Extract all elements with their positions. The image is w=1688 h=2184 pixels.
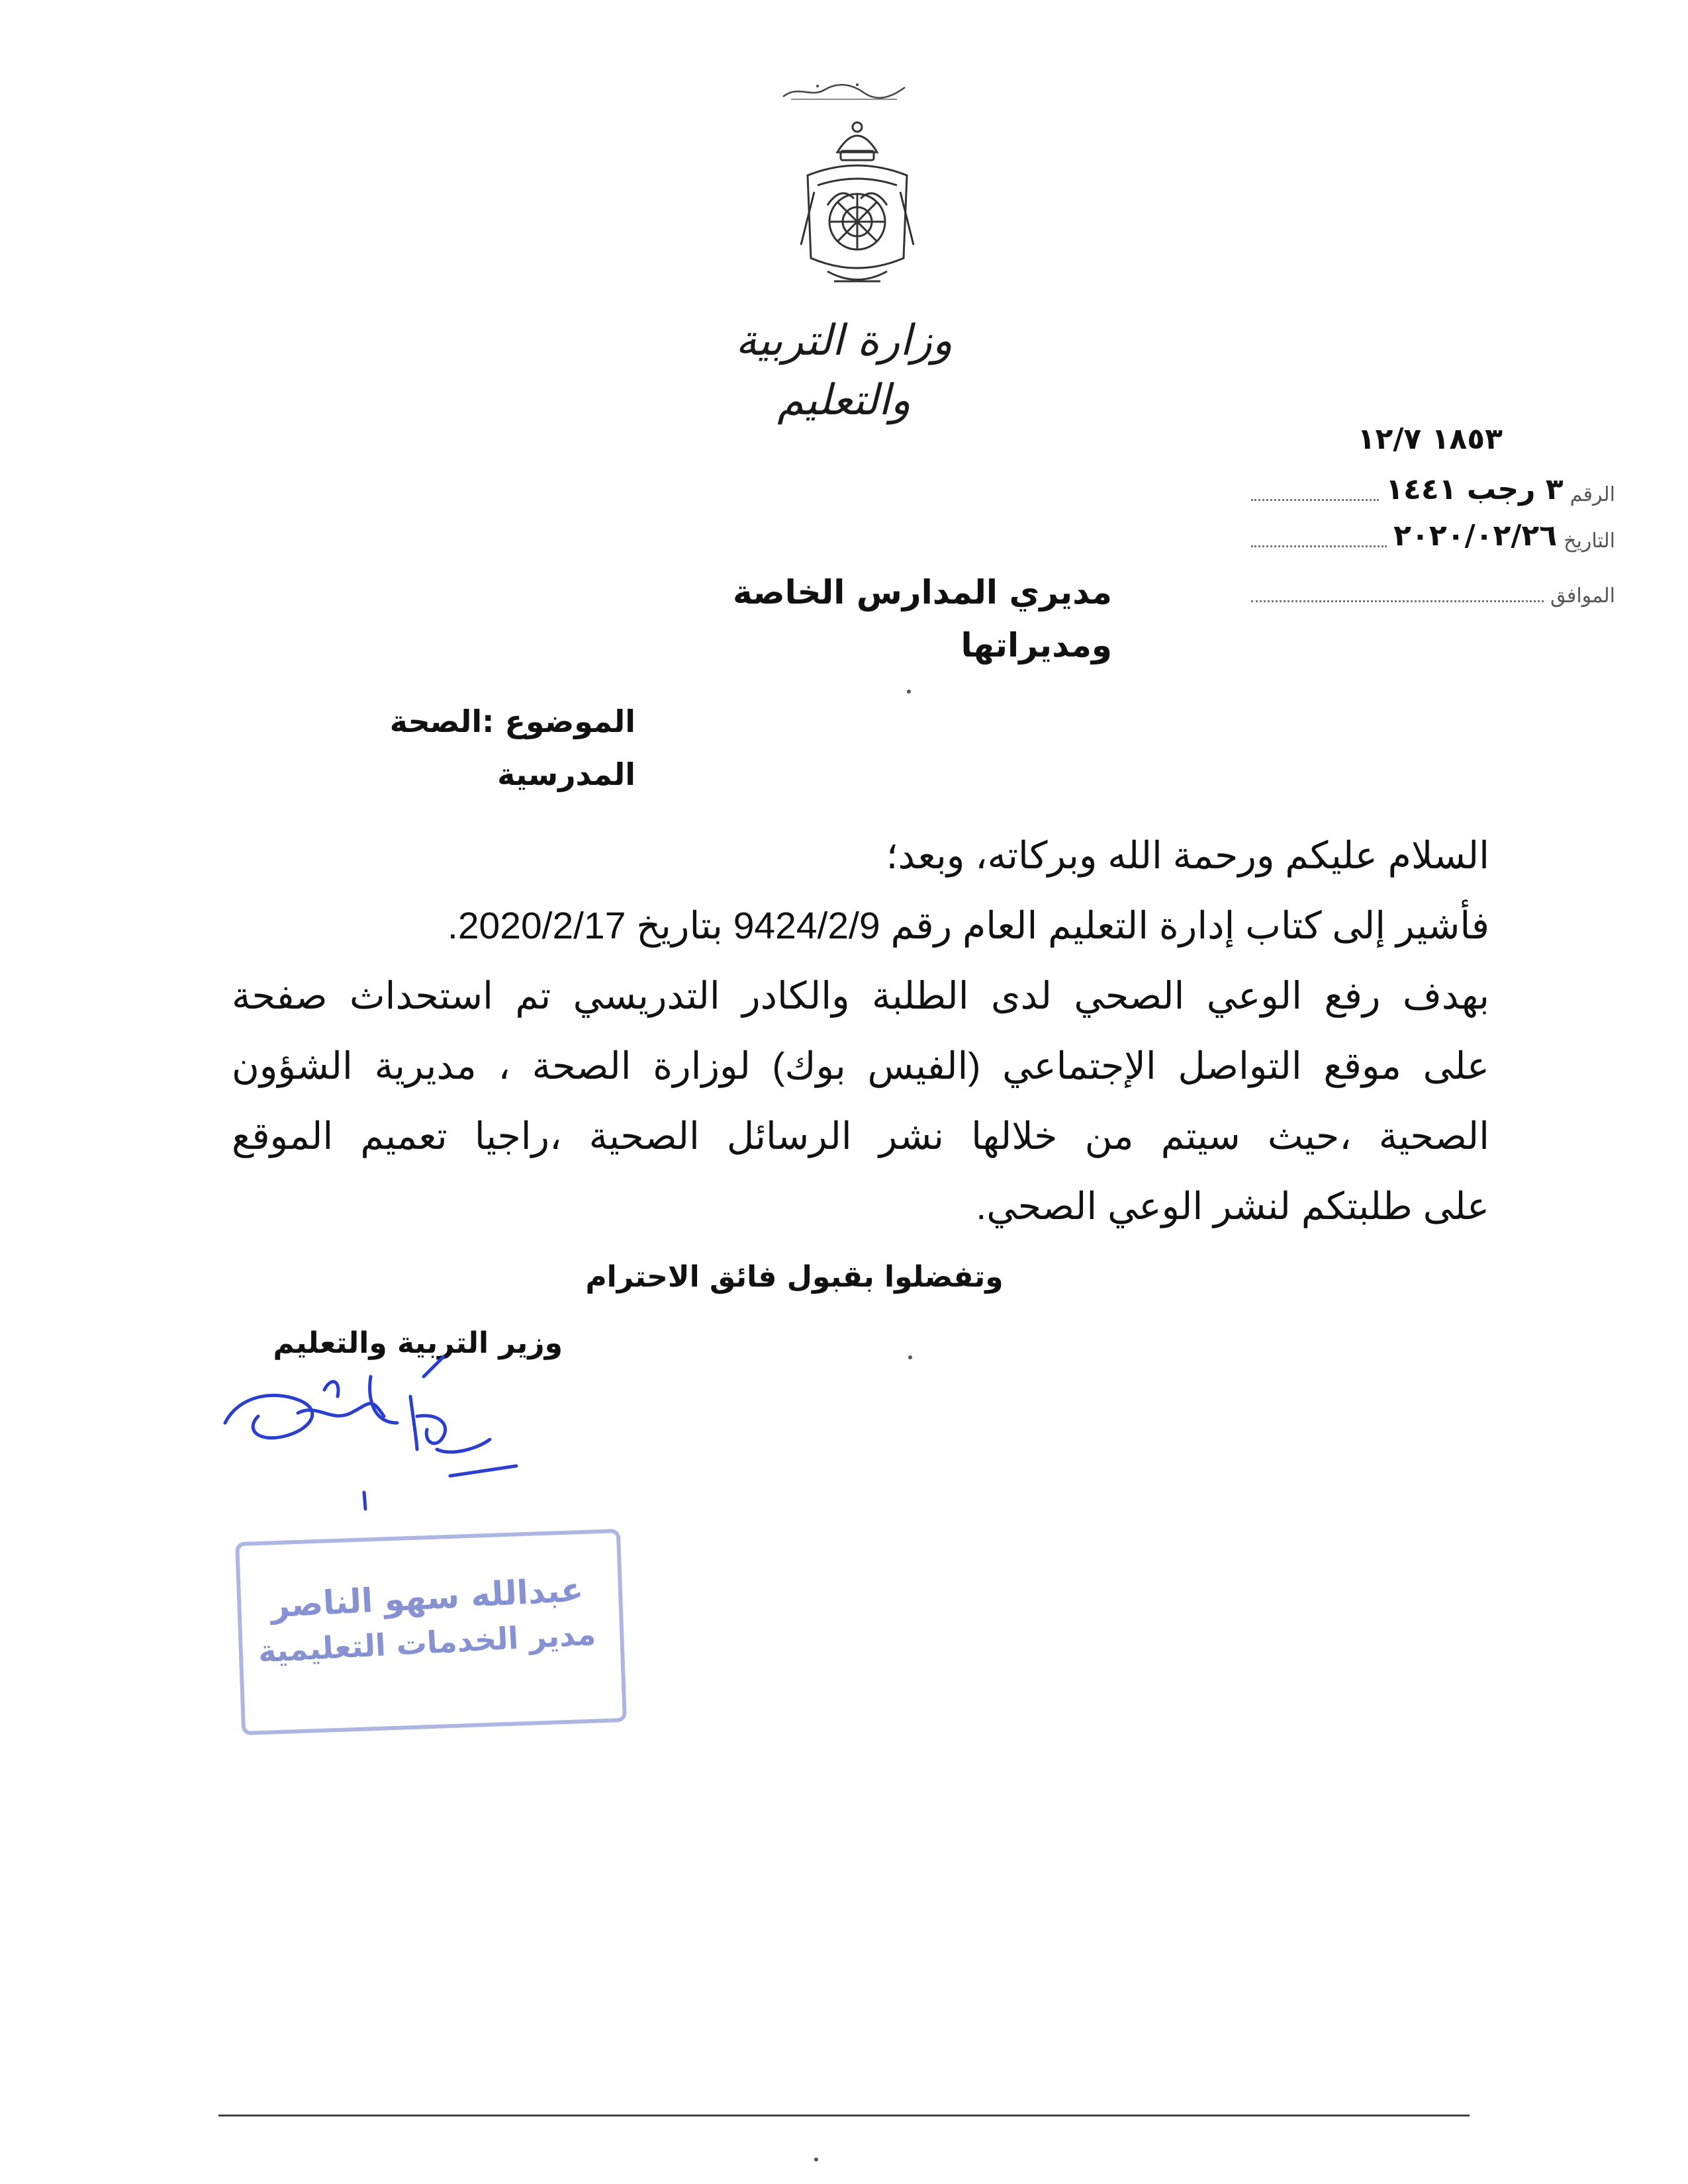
signer-title: وزير التربية والتعليم [273, 1326, 563, 1360]
agreement-label: الموافق [1550, 584, 1615, 608]
body-greeting: السلام عليكم ورحمة الله وبركاته، وبعد؛ [886, 835, 1489, 877]
date-dotted-line [1251, 545, 1387, 547]
number-dotted-line [1251, 499, 1379, 501]
body-line-3: الصحية ،حيث سيتم من خلالها نشر الرسائل الصحية ،راجيا تعميم الموقع [232, 1115, 1489, 1158]
body-line-4: على طلبتكم لنشر الوعي الصحي. [976, 1185, 1489, 1228]
number-value: ٣ رجب ١٤٤١ [1385, 473, 1564, 506]
bismillah-calligraphy [778, 78, 910, 105]
body-line-2: على موقع التواصل الإجتماعي (الفيس بوك) لوزارة الصحة ، مديرية الشؤون [232, 1045, 1489, 1087]
official-stamp [218, 1522, 642, 1747]
date-value: ٢٠٢٠/٠٢/٢٦ [1393, 519, 1558, 553]
body-reference-line: فأشير إلى كتاب إدارة التعليم العام رقم 9424/2/9 بتاريخ 2020/2/17. [447, 905, 1489, 947]
reference-number-top [1311, 422, 1503, 462]
date-row [1251, 513, 1615, 553]
agreement-dotted-line [1251, 600, 1544, 602]
recipient-line: مديري المدارس الخاصة ومديراتها [733, 573, 1112, 664]
footer-rule [218, 2115, 1470, 2116]
number-row [1251, 467, 1615, 506]
agreement-row [1251, 574, 1615, 608]
handwritten-signature [199, 1350, 596, 1522]
stray-mark [907, 690, 911, 694]
stray-mark [814, 2158, 818, 2161]
body-line-1: بهدف رفع الوعي الصحي لدى الطلبة والكادر التدريسي تم استحداث صفحة [232, 975, 1489, 1017]
date-label: التاريخ [1564, 529, 1615, 553]
number-label: الرقم [1570, 483, 1615, 506]
subject-line: الموضوع :الصحة المدرسية [389, 704, 635, 792]
reference-number-value: ١٨٥٣ ١٢/٧ [1357, 422, 1503, 456]
ministry-name: وزارة التربية والتعليم [735, 316, 953, 425]
stamp-position: مدير الخدمات التعليمية [257, 1615, 597, 1670]
closing-line: وتفضلوا بقبول فائق الاحترام [585, 1260, 1004, 1294]
stamp-name: عبدالله سهو الناصر [269, 1570, 585, 1625]
letter-body [232, 821, 1489, 1242]
stray-mark [908, 1355, 912, 1359]
coat-of-arms-emblem [788, 113, 927, 298]
